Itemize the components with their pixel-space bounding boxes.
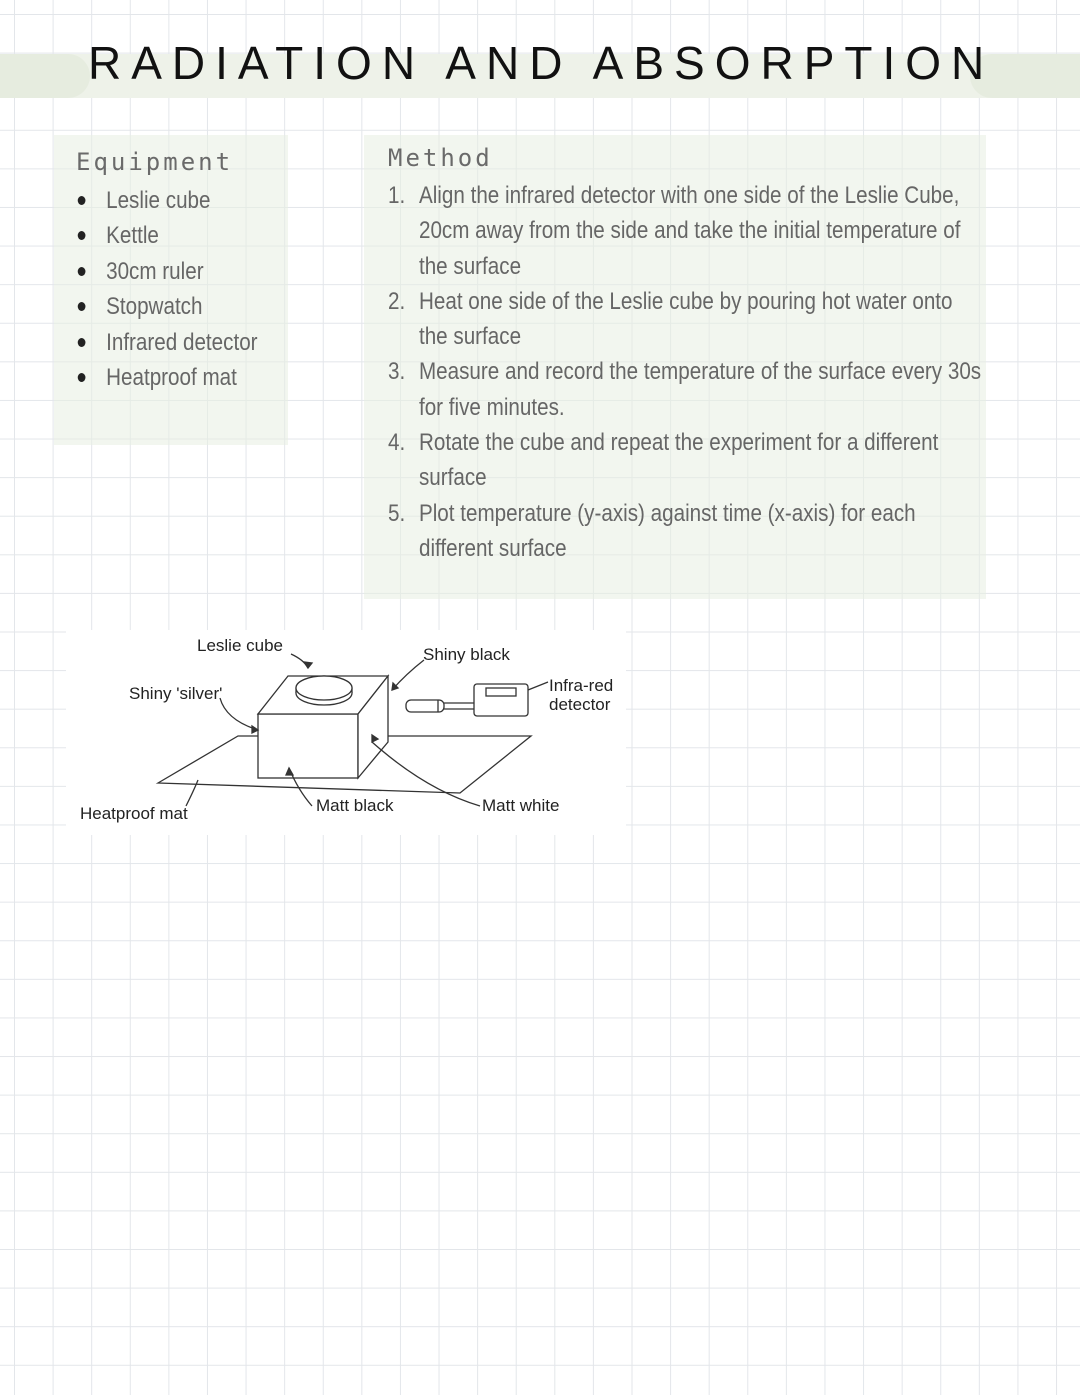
bullet-icon: [78, 231, 86, 240]
leader-shiny-black: [392, 660, 424, 690]
bullet-icon: [78, 373, 86, 382]
method-step: 4. Rotate the cube and repeat the experiment for a different surface: [388, 429, 939, 492]
bullet-icon: [78, 196, 86, 205]
label-infrared-2: detector: [549, 695, 611, 714]
bullet-icon: [78, 267, 86, 276]
equipment-item: Leslie cube: [76, 183, 258, 218]
method-step: 1. Align the infrared detector with one side of the Leslie Cube, 20cm away from the side and take the initial temperature of the surface: [388, 182, 961, 280]
label-matt-black: Matt black: [316, 796, 394, 815]
method-step: 2. Heat one side of the Leslie cube by pouring hot water onto the surface: [388, 287, 953, 351]
leader-leslie-cube: [291, 654, 308, 668]
leader-shiny-silver: [220, 698, 258, 730]
leader-infrared: [528, 682, 548, 690]
equipment-item: Heatproof mat: [76, 360, 258, 395]
label-shiny-black: Shiny black: [423, 645, 510, 664]
label-heatproof-mat: Heatproof mat: [80, 804, 188, 823]
page-title: RADIATION AND ABSORPTION: [88, 37, 995, 89]
bullet-icon: [78, 302, 86, 311]
equipment-item: Kettle: [76, 218, 258, 253]
label-matt-white: Matt white: [482, 796, 560, 815]
label-infrared-1: Infra-red: [549, 676, 614, 695]
method-step: 5. Plot temperature (y-axis) against time (x-axis) for each different surface: [388, 499, 916, 562]
equipment-item: Stopwatch: [76, 289, 258, 324]
cube-front-face: [258, 714, 358, 778]
equipment-list: [76, 183, 287, 395]
label-shiny-silver: Shiny 'silver': [129, 684, 223, 703]
method-step: 3. Measure and record the temperature of the surface every 30s for five minutes.: [388, 358, 982, 421]
title-band-left-cap: [0, 54, 90, 98]
leslie-cube-diagram: [66, 630, 626, 835]
equipment-item: 30cm ruler: [76, 254, 258, 289]
method-heading: Method: [388, 144, 493, 172]
method-list: [388, 178, 1078, 566]
label-leslie-cube: Leslie cube: [197, 636, 284, 655]
bullet-icon: [78, 338, 86, 347]
equipment-item: Infrared detector: [76, 325, 258, 360]
equipment-heading: Equipment: [76, 148, 234, 176]
